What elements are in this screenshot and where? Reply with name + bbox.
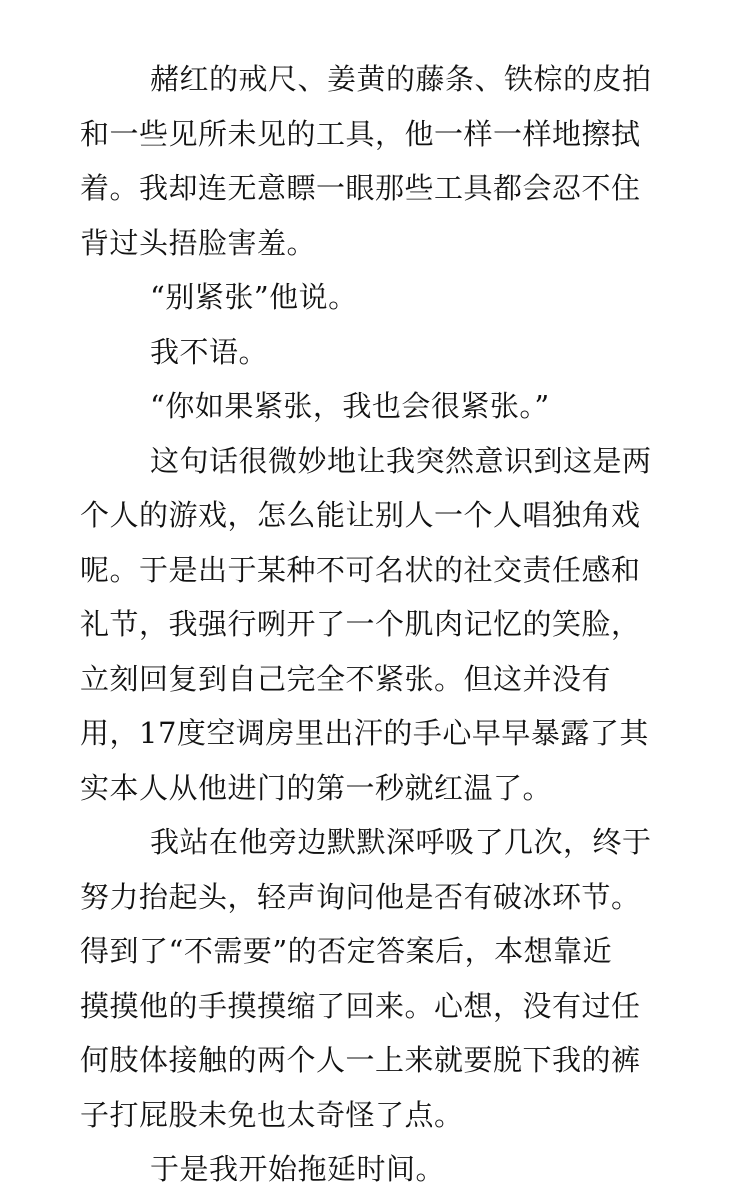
paragraph-1-line-4: 背过头捂脸害羞。 — [80, 225, 317, 260]
paragraph-5-line-7: 实本人从他进门的第一秒就红温了。 — [80, 770, 553, 805]
paragraph-7-line-1: 于是我开始拖延时间。 — [150, 1152, 446, 1186]
paragraph-1-line-1: 赭红的戒尺、姜黄的藤条、铁棕的皮拍 — [150, 62, 652, 96]
paragraph-5-line-1: 这句话很微妙地让我突然意识到这是两 — [150, 443, 652, 478]
paragraph-6-line-5: 何肢体接触的两个人一上来就要脱下我的裤 — [80, 1043, 641, 1077]
paragraph-2-line-1: “别紧张”他说。 — [150, 280, 358, 314]
paragraph-1-line-2: 和一些见所未见的工具，他一样一样地擦拭 — [80, 116, 641, 151]
paragraph-6-line-1: 我站在他旁边默默深呼吸了几次，终于 — [150, 825, 652, 859]
paragraph-6-line-6: 子打屁股未免也太奇怪了点。 — [80, 1097, 464, 1132]
paragraph-5-line-3: 呢。于是出于某种不可名状的社交责任感和 — [80, 552, 641, 587]
paragraph-6-line-4: 摸摸他的手摸摸缩了回来。心想，没有过任 — [80, 988, 641, 1023]
paragraph-1-line-3: 着。我却连无意瞟一眼那些工具都会忍不住 — [80, 171, 641, 205]
paragraph-4-line-1: “你如果紧张，我也会很紧张。” — [150, 389, 550, 423]
paragraph-5-line-5: 立刻回复到自己完全不紧张。但这并没有 — [80, 661, 612, 696]
story-text — [80, 52, 680, 1197]
paragraph-3-line-1: 我不语。 — [150, 334, 269, 369]
paragraph-5-line-4: 礼节，我强行咧开了一个肌肉记忆的笑脸， — [80, 607, 641, 641]
paragraph-5-line-6: 用，17度空调房里出汗的手心早早暴露了其 — [80, 716, 649, 750]
paragraph-6-line-2: 努力抬起头，轻声询问他是否有破冰环节。 — [80, 879, 641, 914]
paragraph-5-line-2: 个人的游戏，怎么能让别人一个人唱独角戏 — [80, 498, 641, 532]
paragraph-6-line-3: 得到了“不需要”的否定答案后，本想靠近 — [80, 934, 613, 968]
